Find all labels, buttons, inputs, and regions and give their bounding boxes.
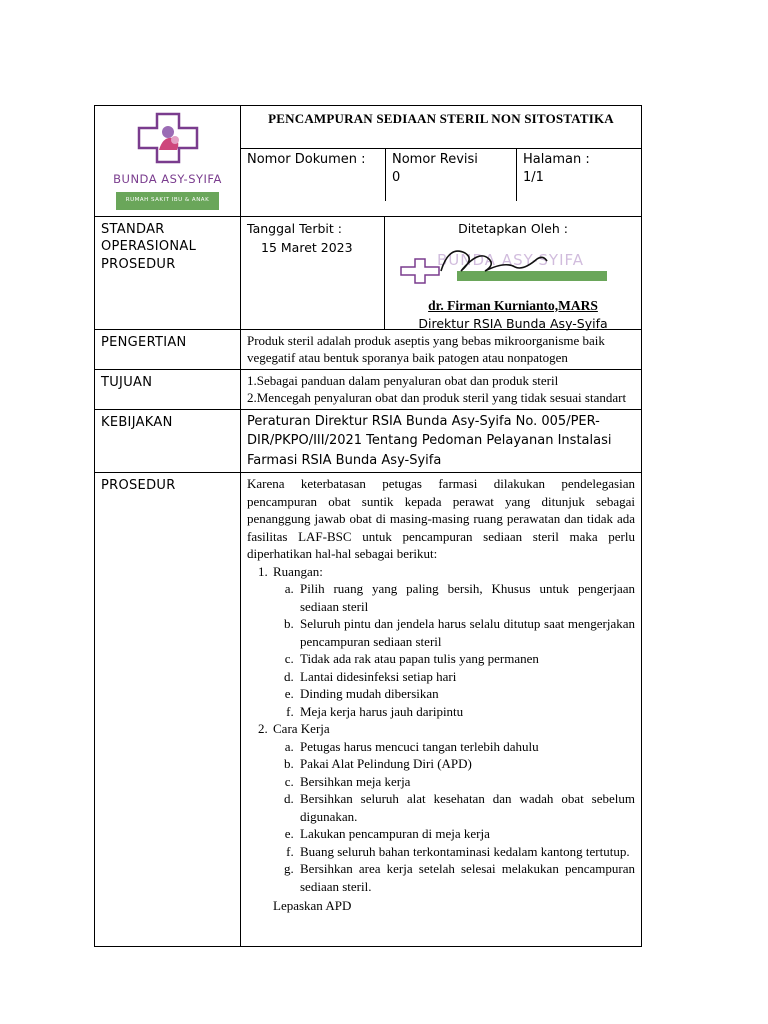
logo-name: BUNDA ASY-SYIFA xyxy=(113,171,222,186)
nomor-revisi-label: Nomor Revisi xyxy=(392,152,478,168)
nomor-dokumen-label: Nomor Dokumen : xyxy=(241,149,386,201)
list-item: e. Lakukan pencampuran di meja kerja xyxy=(297,825,635,843)
nomor-revisi-value: 0 xyxy=(392,169,401,185)
logo-tagline: RUMAH SAKIT IBU & ANAK xyxy=(116,192,219,210)
list-item: f. Meja kerja harus jauh daripintu xyxy=(297,703,635,721)
sop-table xyxy=(94,105,642,947)
list-item: d. Lantai didesinfeksi setiap hari xyxy=(297,668,635,686)
section-title: Cara Kerja xyxy=(273,721,330,736)
nomor-revisi xyxy=(386,149,517,201)
tanggal-terbit-label: Tanggal Terbit : xyxy=(247,220,342,236)
list-item: g. Bersihkan area kerja setelah selesai melakukan pencampuran sediaan steril. xyxy=(297,860,635,895)
prosedur-content xyxy=(241,473,642,947)
prosedur-label: PROSEDUR xyxy=(95,473,241,947)
signer-position: Direktur RSIA Bunda Asy-Syifa xyxy=(418,316,608,331)
document-title: PENCAMPURAN SEDIAAN STERIL NON SITOSTATIKA xyxy=(241,106,642,149)
svg-text:BUNDA ASY-SYIFA: BUNDA ASY-SYIFA xyxy=(437,250,585,269)
list-item: c. Tidak ada rak atau papan tulis yang permanen xyxy=(297,650,635,668)
list-item: b. Seluruh pintu dan jendela harus selalu ditutup saat mengerjakan pencampuran sediaan steril xyxy=(297,615,635,650)
signature-stamp xyxy=(389,241,637,297)
prosedur-intro: Karena keterbatasan petugas farmasi dilakukan pendelegasian pencampuran obat suntik kepada perawat yang ditunjuk sebagai penanggung jawab obat di masing-masing ruang perawatan dan tidak ada fasilitas LAF-BSC untuk pencampuran sediaan steril maka perlu diperhatikan hal-hal sebagai berikut: xyxy=(247,476,635,561)
logo-cross-icon xyxy=(137,112,199,164)
list-item: a. Pilih ruang yang paling bersih, Khusus untuk pengerjaan sediaan steril xyxy=(297,580,635,615)
terbit-cell xyxy=(241,216,642,329)
halaman-label: Halaman : xyxy=(523,152,590,168)
tanggal-terbit-value: 15 Maret 2023 xyxy=(261,239,353,255)
signer-name: dr. Firman Kurnianto,MARS xyxy=(428,297,598,313)
list-item: a. Petugas harus mencuci tangan terlebih dahulu xyxy=(297,738,635,756)
tujuan-item: 2.Mencegah penyaluran obat dan produk steril yang tidak sesuai standart xyxy=(247,390,627,405)
sop-label: STANDAR OPERASIONAL PROSEDUR xyxy=(95,216,241,329)
kebijakan-label: KEBIJAKAN xyxy=(95,409,241,473)
list-item: b. Pakai Alat Pelindung Diri (APD) xyxy=(297,755,635,773)
kebijakan-text: Peraturan Direktur RSIA Bunda Asy-Syifa No. 005/PER-DIR/PKPO/III/2021 Tentang Pedoman Pelayanan Instalasi Farmasi RSIA Bunda Asy-Syifa xyxy=(241,409,642,473)
section-title: Ruangan: xyxy=(273,563,323,579)
halaman xyxy=(517,149,642,201)
section-cara-kerja xyxy=(271,720,635,895)
list-item: e. Dinding mudah dibersikan xyxy=(297,685,635,703)
prosedur-closing: Lepaskan APD xyxy=(273,898,352,913)
hospital-logo xyxy=(95,106,241,217)
ditetapkan-label: Ditetapkan Oleh : xyxy=(458,220,568,236)
list-item: f. Buang seluruh bahan terkontaminasi kedalam kantong tertutup. xyxy=(297,843,635,861)
tujuan-item: 1.Sebagai panduan dalam penyaluran obat dan produk steril xyxy=(247,372,559,388)
stamp-signature-icon xyxy=(397,241,631,289)
list-item: c. Bersihkan meja kerja xyxy=(297,773,635,791)
document-meta xyxy=(241,149,642,216)
prosedur-sections xyxy=(247,563,635,896)
halaman-value: 1/1 xyxy=(523,169,544,185)
tujuan-list xyxy=(241,369,642,409)
pengertian-label: PENGERTIAN xyxy=(95,329,241,369)
pengertian-text: Produk steril adalah produk aseptis yang bebas mikroorganisme baik vegegatif atau bentuk sporanya baik patogen atau nonpatogen xyxy=(241,329,642,369)
list-item: d. Bersihkan seluruh alat kesehatan dan wadah obat sebelum digunakan. xyxy=(297,790,635,825)
section-ruangan xyxy=(271,563,635,721)
tujuan-label: TUJUAN xyxy=(95,369,241,409)
